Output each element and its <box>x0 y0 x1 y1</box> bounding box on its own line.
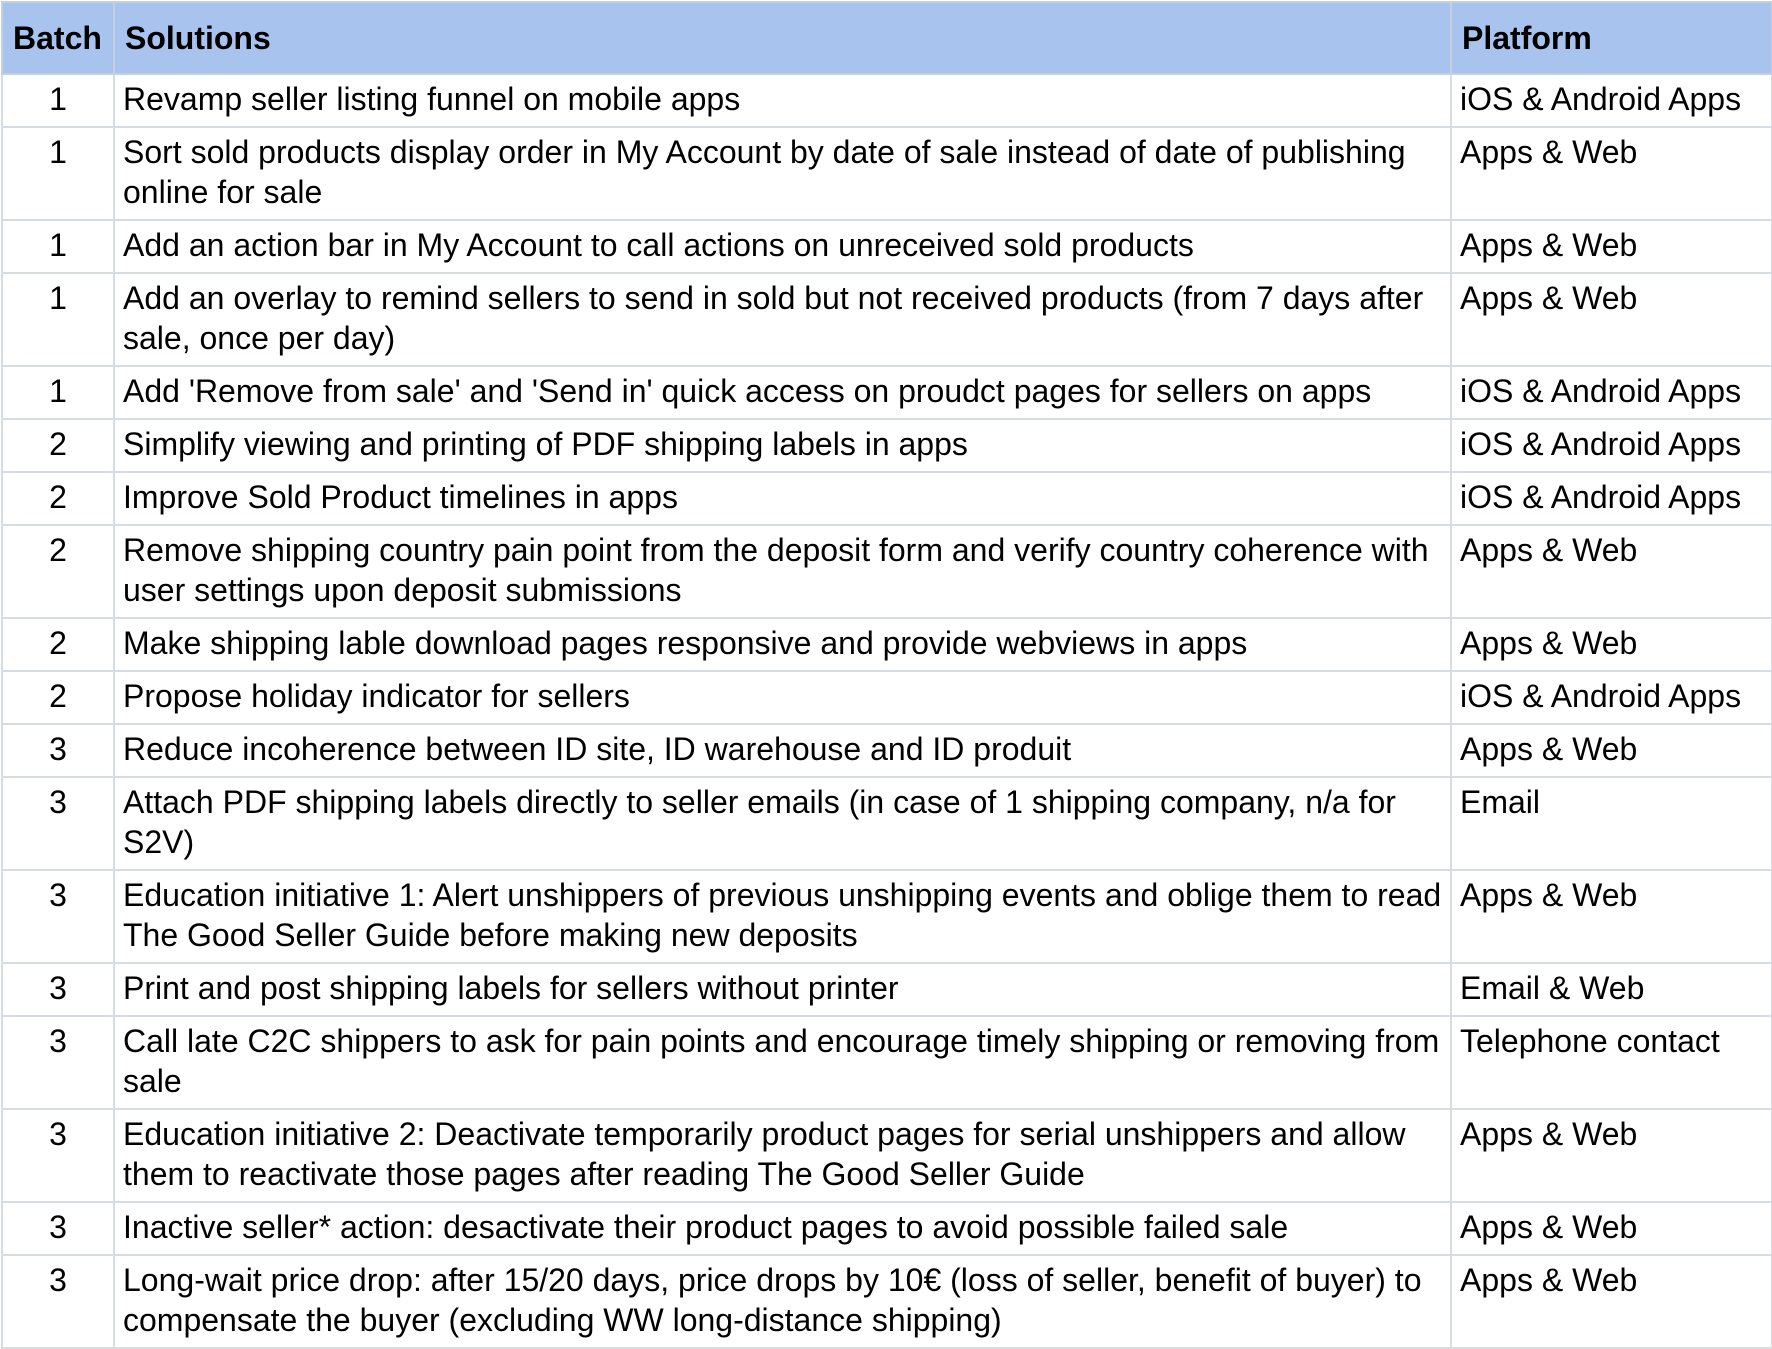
solution-cell[interactable]: Print and post shipping labels for sellers without printer <box>114 963 1451 1016</box>
batch-cell[interactable]: 2 <box>2 671 114 724</box>
platform-cell[interactable]: Email <box>1451 777 1772 870</box>
platform-cell[interactable]: Apps & Web <box>1451 1109 1772 1202</box>
spreadsheet-page <box>0 1 1772 1349</box>
platform-cell[interactable]: Apps & Web <box>1451 127 1772 220</box>
solution-cell[interactable]: Sort sold products display order in My Account by date of sale instead of date of publishing online for sale <box>114 127 1451 220</box>
table-row <box>2 74 1772 127</box>
solution-cell[interactable]: Make shipping lable download pages responsive and provide webviews in apps <box>114 618 1451 671</box>
table-row <box>2 963 1772 1016</box>
platform-cell[interactable]: Apps & Web <box>1451 1255 1772 1348</box>
batch-cell[interactable]: 3 <box>2 870 114 963</box>
batch-cell[interactable]: 3 <box>2 1109 114 1202</box>
solution-cell[interactable]: Inactive seller* action: desactivate their product pages to avoid possible failed sale <box>114 1202 1451 1255</box>
platform-cell[interactable]: Telephone contact <box>1451 1016 1772 1109</box>
solution-cell[interactable]: Revamp seller listing funnel on mobile apps <box>114 74 1451 127</box>
solution-cell[interactable]: Add an overlay to remind sellers to send in sold but not received products (from 7 days after sale, once per day) <box>114 273 1451 366</box>
batch-cell[interactable]: 3 <box>2 1202 114 1255</box>
table-row <box>2 220 1772 273</box>
batch-cell[interactable]: 1 <box>2 127 114 220</box>
batch-cell[interactable]: 3 <box>2 724 114 777</box>
table-row <box>2 724 1772 777</box>
table-row <box>2 671 1772 724</box>
solution-cell[interactable]: Improve Sold Product timelines in apps <box>114 472 1451 525</box>
solutions-table <box>1 1 1772 1349</box>
solution-cell[interactable]: Education initiative 2: Deactivate temporarily product pages for serial unshippers and allow them to reactivate those pages after reading The Good Seller Guide <box>114 1109 1451 1202</box>
solution-cell[interactable]: Call late C2C shippers to ask for pain points and encourage timely shipping or removing from sale <box>114 1016 1451 1109</box>
platform-cell[interactable]: Apps & Web <box>1451 724 1772 777</box>
platform-cell[interactable]: iOS & Android Apps <box>1451 419 1772 472</box>
header-platform[interactable]: Platform <box>1451 2 1772 74</box>
header-row <box>2 2 1772 74</box>
batch-cell[interactable]: 2 <box>2 419 114 472</box>
platform-cell[interactable]: Apps & Web <box>1451 618 1772 671</box>
platform-cell[interactable]: Apps & Web <box>1451 220 1772 273</box>
solution-cell[interactable]: Propose holiday indicator for sellers <box>114 671 1451 724</box>
solution-cell[interactable]: Long-wait price drop: after 15/20 days, price drops by 10€ (loss of seller, benefit of buyer) to compensate the buyer (excluding WW long-distance shipping) <box>114 1255 1451 1348</box>
batch-cell[interactable]: 2 <box>2 525 114 618</box>
solution-cell[interactable]: Education initiative 1: Alert unshippers of previous unshipping events and oblige them to read The Good Seller Guide before making new deposits <box>114 870 1451 963</box>
table-row <box>2 127 1772 220</box>
table-row <box>2 777 1772 870</box>
platform-cell[interactable]: Apps & Web <box>1451 273 1772 366</box>
platform-cell[interactable]: iOS & Android Apps <box>1451 74 1772 127</box>
platform-cell[interactable]: Apps & Web <box>1451 870 1772 963</box>
solution-cell[interactable]: Remove shipping country pain point from the deposit form and verify country coherence with user settings upon deposit submissions <box>114 525 1451 618</box>
batch-cell[interactable]: 1 <box>2 366 114 419</box>
batch-cell[interactable]: 1 <box>2 74 114 127</box>
batch-cell[interactable]: 2 <box>2 618 114 671</box>
batch-cell[interactable]: 3 <box>2 963 114 1016</box>
platform-cell[interactable]: iOS & Android Apps <box>1451 366 1772 419</box>
solution-cell[interactable]: Reduce incoherence between ID site, ID warehouse and ID produit <box>114 724 1451 777</box>
table-row <box>2 870 1772 963</box>
table-row <box>2 472 1772 525</box>
solution-cell[interactable]: Simplify viewing and printing of PDF shipping labels in apps <box>114 419 1451 472</box>
solution-cell[interactable]: Add an action bar in My Account to call actions on unreceived sold products <box>114 220 1451 273</box>
batch-cell[interactable]: 3 <box>2 1255 114 1348</box>
solution-cell[interactable]: Attach PDF shipping labels directly to seller emails (in case of 1 shipping company, n/a for S2V) <box>114 777 1451 870</box>
header-solutions[interactable]: Solutions <box>114 2 1451 74</box>
platform-cell[interactable]: iOS & Android Apps <box>1451 472 1772 525</box>
table-row <box>2 525 1772 618</box>
platform-cell[interactable]: iOS & Android Apps <box>1451 671 1772 724</box>
platform-cell[interactable]: Email & Web <box>1451 963 1772 1016</box>
batch-cell[interactable]: 1 <box>2 220 114 273</box>
batch-cell[interactable]: 2 <box>2 472 114 525</box>
table-row <box>2 1016 1772 1109</box>
table-row <box>2 1202 1772 1255</box>
platform-cell[interactable]: Apps & Web <box>1451 525 1772 618</box>
table-row <box>2 1255 1772 1348</box>
platform-cell[interactable]: Apps & Web <box>1451 1202 1772 1255</box>
table-row <box>2 273 1772 366</box>
table-row <box>2 618 1772 671</box>
header-batch[interactable]: Batch <box>2 2 114 74</box>
table-row <box>2 419 1772 472</box>
batch-cell[interactable]: 3 <box>2 777 114 870</box>
batch-cell[interactable]: 3 <box>2 1016 114 1109</box>
solution-cell[interactable]: Add 'Remove from sale' and 'Send in' quick access on proudct pages for sellers on apps <box>114 366 1451 419</box>
batch-cell[interactable]: 1 <box>2 273 114 366</box>
table-row <box>2 1109 1772 1202</box>
table-row <box>2 366 1772 419</box>
